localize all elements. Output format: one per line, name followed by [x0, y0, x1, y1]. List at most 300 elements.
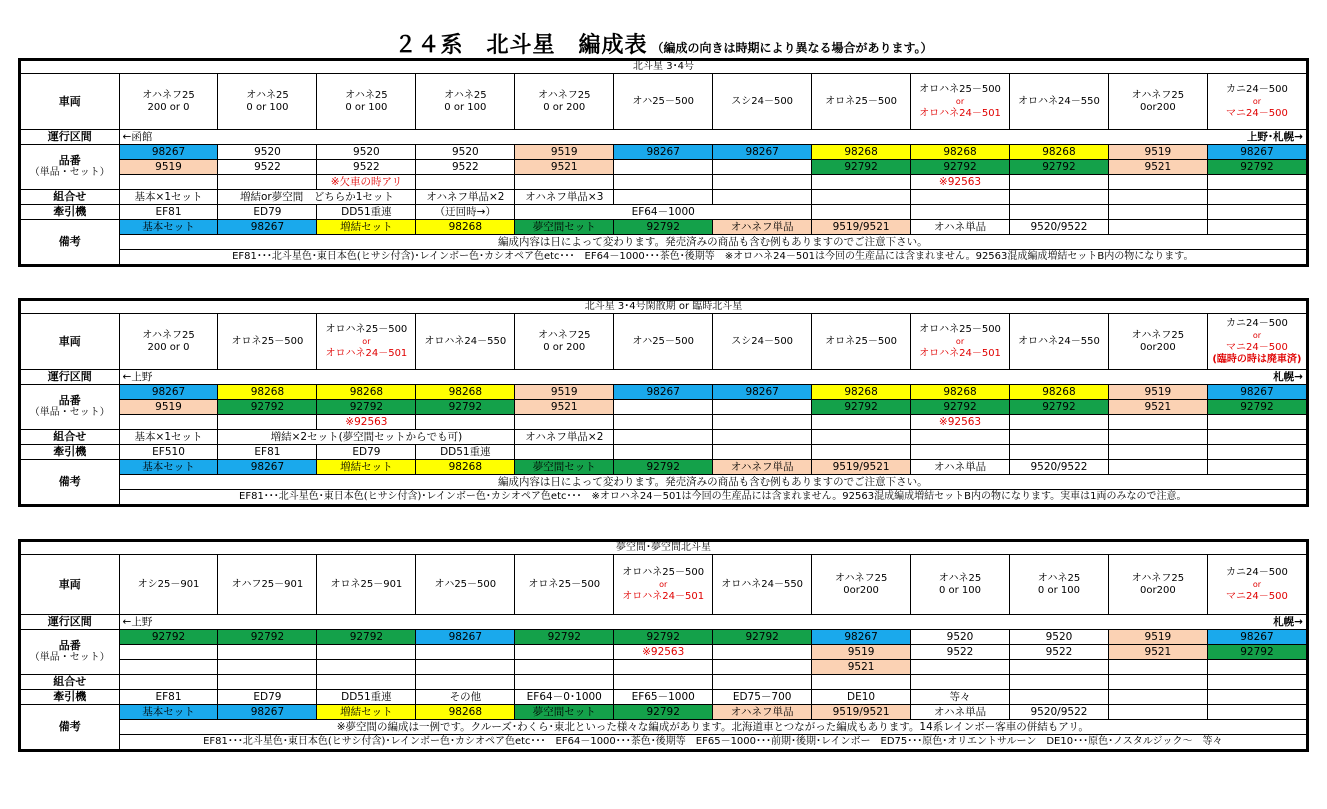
vehicle-line: 0 or 100 [938, 584, 982, 596]
legend-cell: 9519/9521 [812, 705, 911, 720]
legend-cell: オハネ単品 [911, 705, 1010, 720]
vehicle-line: オハネ25 [246, 89, 289, 101]
product-number-cell: 98267 [614, 385, 713, 400]
product-number-cell [614, 400, 713, 415]
product-number-cell: 9520 [218, 145, 317, 160]
product-number-cell: 9519 [119, 160, 218, 175]
formation-grid [20, 541, 1307, 750]
vehicle-line: or [1252, 330, 1262, 340]
empty-cell [1009, 690, 1108, 705]
note-cell [515, 660, 614, 675]
note-cell [416, 415, 515, 430]
product-number-cell: 92792 [1009, 400, 1108, 415]
vehicle-line: オハネフ25 [142, 329, 195, 341]
route-cell [119, 615, 1306, 630]
route-start: ←函館 [122, 131, 153, 143]
legend-cell: オハネフ単品 [713, 705, 812, 720]
product-number-cell [515, 645, 614, 660]
note-cell [1009, 415, 1108, 430]
legend-cell: オハネ単品 [911, 460, 1010, 475]
vehicle-cell [614, 555, 713, 615]
combo-cell: オハネフ単品×3 [515, 190, 614, 205]
note-cell [1207, 415, 1306, 430]
row-label-hinban [21, 630, 120, 675]
empty-cell [911, 675, 1010, 690]
vehicle-cell [1207, 555, 1306, 615]
title-subtitle: （編成の向きは時期により異なる場合があります。） [651, 41, 933, 55]
route-cell [119, 130, 1306, 145]
empty-cell [1108, 430, 1207, 445]
locomotive-cell: DD51重連 [317, 690, 416, 705]
vehicle-cell [218, 314, 317, 370]
vehicle-line: オハネ25 [345, 89, 388, 101]
legend-cell: 基本セット [119, 220, 218, 235]
product-number-cell [416, 645, 515, 660]
vehicle-line: スシ24－500 [731, 95, 794, 107]
vehicle-cell [614, 74, 713, 130]
legend-cell: 増結セット [317, 460, 416, 475]
vehicle-cell [1009, 74, 1108, 130]
page-title [0, 28, 1327, 59]
empty-cell [1207, 460, 1306, 475]
row-label-section: 運行区間 [21, 130, 120, 145]
note-cell [713, 175, 812, 190]
row-label-hinban [21, 145, 120, 190]
locomotive-cell: EF64－0･1000 [515, 690, 614, 705]
legend-cell: 9520/9522 [1009, 705, 1108, 720]
vehicle-line: 0or200 [1140, 101, 1176, 113]
locomotive-cell: （迂回時→） [416, 205, 515, 220]
note-cell [416, 660, 515, 675]
row-label-remarks: 備考 [21, 460, 120, 505]
empty-cell [515, 675, 614, 690]
row-label-section: 運行区間 [21, 615, 120, 630]
note-cell [416, 175, 515, 190]
hinban-sublabel: （単品・セット） [29, 407, 110, 418]
empty-cell [1207, 220, 1306, 235]
empty-cell [1207, 205, 1306, 220]
empty-cell [812, 205, 911, 220]
legend-cell: 98267 [218, 460, 317, 475]
product-number-cell: 98268 [416, 385, 515, 400]
empty-cell [515, 445, 614, 460]
product-number-cell: 98267 [1207, 385, 1306, 400]
vehicle-line: オハネフ25 [1131, 89, 1185, 101]
legend-cell: 98268 [416, 460, 515, 475]
product-number-cell: 9519 [1108, 145, 1207, 160]
product-number-cell: 98267 [713, 145, 812, 160]
vehicle-line: オロハネ25－500 [919, 323, 1001, 335]
vehicle-line: オハネフ25 [538, 329, 591, 341]
product-number-cell: 9519 [1108, 630, 1207, 645]
vehicle-line: オロハネ24－550 [721, 578, 804, 590]
product-number-cell: 9520 [911, 630, 1010, 645]
product-number-cell: 92792 [812, 160, 911, 175]
product-number-cell: 98268 [812, 385, 911, 400]
formation-grid [20, 60, 1307, 265]
row-label-loco: 牽引機 [21, 205, 120, 220]
vehicle-line: オハ25－500 [434, 578, 497, 590]
legend-cell: 夢空間セット [515, 460, 614, 475]
note-cell [218, 175, 317, 190]
product-number-cell: 92792 [911, 400, 1010, 415]
legend-cell: 夢空間セット [515, 705, 614, 720]
product-number-cell: 92792 [1207, 160, 1306, 175]
vehicle-line: オハネフ25 [538, 89, 591, 101]
locomotive-cell: EF65－1000 [614, 690, 713, 705]
remark-line-1: 編成内容は日によって変わります。発売済みの商品も含む例もありますのでご注意下さい。 [119, 235, 1306, 250]
note-cell [911, 660, 1010, 675]
locomotive-cell: 等々 [911, 690, 1010, 705]
product-number-cell: 92792 [812, 400, 911, 415]
combo-cell: 基本×1セット [119, 430, 218, 445]
note-cell [1108, 415, 1207, 430]
vehicle-line: or [955, 336, 965, 346]
vehicle-cell [416, 555, 515, 615]
empty-cell [812, 675, 911, 690]
empty-cell [1009, 205, 1108, 220]
product-number-cell: 92792 [1207, 400, 1306, 415]
empty-cell [713, 445, 812, 460]
vehicle-cell [911, 555, 1010, 615]
empty-cell [1009, 445, 1108, 460]
vehicle-cell [317, 314, 416, 370]
vehicle-line: オハネフ25 [834, 572, 888, 584]
locomotive-cell: EF81 [119, 205, 218, 220]
product-number-cell: 9521 [1108, 400, 1207, 415]
product-number-cell: 92792 [614, 630, 713, 645]
vehicle-line: マニ24－500 [1226, 590, 1288, 602]
route-start: ←上野 [122, 371, 153, 383]
vehicle-line: オハ25－500 [632, 335, 695, 347]
vehicle-line: オロハネ24－550 [1018, 95, 1100, 107]
row-label-section: 運行区間 [21, 370, 120, 385]
empty-cell [317, 675, 416, 690]
vehicle-line: or [362, 336, 371, 346]
vehicle-line: オロハネ25－500 [622, 566, 705, 578]
product-number-cell: 98268 [218, 385, 317, 400]
product-number-cell: 98267 [713, 385, 812, 400]
locomotive-cell: EF64－1000 [515, 205, 812, 220]
product-number-cell [713, 645, 812, 660]
note-cell: ※92563 [911, 175, 1010, 190]
note-cell: 9521 [812, 660, 911, 675]
empty-cell [614, 675, 713, 690]
vehicle-line: オロハネ24－550 [424, 335, 507, 347]
vehicle-cell [812, 74, 911, 130]
product-number-cell: 9520 [317, 145, 416, 160]
legend-cell: 9520/9522 [1009, 220, 1108, 235]
locomotive-cell: EF510 [119, 445, 218, 460]
vehicle-line: スシ24－500 [731, 335, 794, 347]
vehicle-cell [1108, 314, 1207, 370]
hinban-label: 品番 [58, 394, 81, 407]
vehicle-line: オロハネ24－501 [919, 347, 1001, 359]
product-number-cell: 92792 [1207, 645, 1306, 660]
legend-cell: 基本セット [119, 460, 218, 475]
empty-cell [614, 445, 713, 460]
product-number-cell [119, 645, 218, 660]
legend-cell: 98268 [416, 705, 515, 720]
note-cell [119, 660, 218, 675]
locomotive-cell: ED75－700 [713, 690, 812, 705]
vehicle-cell [1108, 555, 1207, 615]
empty-cell [1108, 205, 1207, 220]
legend-cell: 増結セット [317, 705, 416, 720]
product-number-cell: 98267 [812, 630, 911, 645]
vehicle-cell [1108, 74, 1207, 130]
note-cell [218, 660, 317, 675]
product-number-cell: 98267 [119, 385, 218, 400]
row-label-vehicle: 車両 [21, 74, 120, 130]
vehicle-line: オロネ25－500 [825, 95, 897, 107]
vehicle-line: オハネフ25 [1131, 572, 1185, 584]
vehicle-line: 0 or 100 [1037, 584, 1080, 596]
product-number-cell: 9522 [218, 160, 317, 175]
product-number-cell: 98267 [1207, 630, 1306, 645]
vehicle-line: オロハネ24－501 [622, 590, 705, 602]
vehicle-line: オロハネ24－501 [919, 107, 1001, 119]
hinban-sublabel: （単品・セット） [29, 652, 110, 663]
vehicle-cell [812, 314, 911, 370]
vehicle-line: オロネ25－500 [231, 335, 304, 347]
empty-cell [1207, 675, 1306, 690]
locomotive-cell: DE10 [812, 690, 911, 705]
product-number-cell [713, 160, 812, 175]
empty-cell [911, 430, 1010, 445]
note-cell [1207, 660, 1306, 675]
route-direction [120, 616, 1306, 628]
note-cell: ※欠車の時アリ [317, 175, 416, 190]
remark-line-1: ※夢空間の編成は一例です。クルーズ･わくら･東北といった様々な編成があります。北海道車とつながった編成もあります。14系レインボー客車の併結もアリ。 [119, 720, 1306, 735]
route-start: ←上野 [122, 616, 153, 628]
product-number-cell: 9519 [812, 645, 911, 660]
legend-cell: 基本セット [119, 705, 218, 720]
vehicle-cell [515, 555, 614, 615]
vehicle-cell [1009, 314, 1108, 370]
row-label-vehicle: 車両 [21, 314, 120, 370]
product-number-cell [614, 160, 713, 175]
product-number-cell: 9521 [515, 400, 614, 415]
legend-cell: オハネフ単品 [713, 220, 812, 235]
note-cell: ※92563 [911, 415, 1010, 430]
formation-grid [20, 300, 1307, 505]
formation-table-hokutosei-3-4 [18, 58, 1309, 267]
product-number-cell: 9519 [515, 145, 614, 160]
formation-table-hokutosei-offpeak [18, 298, 1309, 507]
combo-cell: 増結×2セット(夢空間セットからでも可) [218, 430, 515, 445]
product-number-cell: 98268 [1009, 385, 1108, 400]
empty-cell [713, 675, 812, 690]
formation-table-yumekukan [18, 539, 1309, 752]
empty-cell [1207, 445, 1306, 460]
combo-cell: オハネフ単品×2 [515, 430, 614, 445]
row-label-combo: 組合せ [21, 675, 120, 690]
product-number-cell: 9520 [416, 145, 515, 160]
locomotive-cell: ED79 [317, 445, 416, 460]
vehicle-line: オハネ25 [1037, 572, 1081, 584]
note-cell [218, 415, 317, 430]
empty-cell [1009, 430, 1108, 445]
vehicle-cell [1207, 74, 1306, 130]
vehicle-cell [515, 314, 614, 370]
empty-cell [812, 430, 911, 445]
note-cell [614, 415, 713, 430]
product-number-cell: 9522 [911, 645, 1010, 660]
legend-cell: 9519/9521 [812, 460, 911, 475]
vehicle-cell [119, 555, 218, 615]
product-number-cell: 92792 [218, 630, 317, 645]
vehicle-cell [515, 74, 614, 130]
combo-cell: オハネフ単品×2 [416, 190, 515, 205]
empty-cell [1108, 220, 1207, 235]
remark-line-2: EF81･･･北斗星色･東日本色(ヒサシ付含)･レインボー色･カシオペア色etc･･･ ※オロハネ24－501は今回の生産品には含まれません。92563混成編成増結セットB内の物になります。実車は1両のみなので注意。 [119, 490, 1306, 505]
vehicle-line: オシ25－901 [137, 578, 200, 590]
vehicle-cell [614, 314, 713, 370]
empty-cell [713, 430, 812, 445]
vehicle-line: 0 or 100 [246, 101, 289, 113]
vehicle-line: カニ24－500 [1226, 566, 1288, 578]
remark-line-1: 編成内容は日によって変わります。発売済みの商品も含む例もありますのでご注意下さい。 [119, 475, 1306, 490]
vehicle-cell [1009, 555, 1108, 615]
vehicle-cell [416, 74, 515, 130]
vehicle-line: オロハネ24－501 [325, 347, 408, 359]
legend-cell: 92792 [614, 705, 713, 720]
product-number-cell: 98267 [614, 145, 713, 160]
vehicle-line: 200 or 0 [147, 341, 190, 353]
empty-cell [1207, 705, 1306, 720]
vehicle-line: 200 or 0 [147, 101, 190, 113]
note-cell [713, 660, 812, 675]
row-label-loco: 牽引機 [21, 690, 120, 705]
note-cell [515, 415, 614, 430]
vehicle-line: カニ24－500 [1226, 317, 1288, 329]
product-number-cell: 92792 [317, 400, 416, 415]
vehicle-cell [713, 74, 812, 130]
vehicle-cell [317, 555, 416, 615]
row-label-combo: 組合せ [21, 430, 120, 445]
locomotive-cell: ED79 [218, 205, 317, 220]
vehicle-cell [713, 314, 812, 370]
note-cell [614, 660, 713, 675]
product-number-cell: 9522 [1009, 645, 1108, 660]
vehicle-line: 0 or 100 [444, 101, 487, 113]
remark-line-2: EF81･･･北斗星色･東日本色(ヒサシ付含)･レインボー色･カシオペア色etc･･･ EF64－1000･･･茶色･後期等 EF65－1000･･･前期･後期･レインボー ED75･･･原色･オリエントサルーン DE10･･･原色･ノスタルジック～ 等々 [119, 735, 1306, 750]
legend-cell: 92792 [614, 460, 713, 475]
vehicle-line: or [955, 96, 965, 106]
product-number-cell: 9522 [416, 160, 515, 175]
section-header: 北斗星 3･4号 [21, 61, 1307, 74]
vehicle-cell [911, 314, 1010, 370]
legend-cell: オハネ単品 [911, 220, 1010, 235]
vehicle-line: 0 or 200 [543, 341, 586, 353]
legend-cell: 98267 [218, 220, 317, 235]
locomotive-cell: その他 [416, 690, 515, 705]
combo-cell: 増結or夢空間 どちらか1セット [218, 190, 416, 205]
row-label-combo: 組合せ [21, 190, 120, 205]
route-end: 札幌→ [1273, 616, 1303, 628]
hinban-label: 品番 [58, 154, 81, 167]
product-number-cell: 98268 [911, 385, 1010, 400]
empty-cell [911, 190, 1010, 205]
row-label-remarks: 備考 [21, 705, 120, 750]
empty-cell [119, 675, 218, 690]
vehicle-line: マニ24－500 [1226, 341, 1288, 353]
vehicle-cell [218, 74, 317, 130]
product-number-cell [317, 645, 416, 660]
row-label-vehicle: 車両 [21, 555, 120, 615]
product-number-cell: 98268 [1009, 145, 1108, 160]
note-cell [1009, 660, 1108, 675]
vehicle-line: オハフ25－901 [231, 578, 304, 590]
note-cell [119, 415, 218, 430]
legend-cell: 98268 [416, 220, 515, 235]
vehicle-cell [1207, 314, 1306, 370]
product-number-cell: 9520 [1009, 630, 1108, 645]
legend-cell: オハネフ単品 [713, 460, 812, 475]
note-cell [713, 415, 812, 430]
empty-cell [1207, 690, 1306, 705]
vehicle-cell [812, 555, 911, 615]
vehicle-line: オハネ25 [444, 89, 487, 101]
vehicle-cell [416, 314, 515, 370]
row-label-remarks: 備考 [21, 220, 120, 265]
legend-cell: 増結セット [317, 220, 416, 235]
note-cell [812, 175, 911, 190]
row-label-loco: 牽引機 [21, 445, 120, 460]
section-header: 北斗星 3･4号閑散期 or 臨時北斗星 [21, 301, 1307, 314]
vehicle-cell [218, 555, 317, 615]
product-number-cell: 9519 [1108, 385, 1207, 400]
note-cell [119, 175, 218, 190]
product-number-cell: 92792 [119, 630, 218, 645]
empty-cell [1009, 675, 1108, 690]
product-number-cell [713, 400, 812, 415]
product-number-cell: 98268 [911, 145, 1010, 160]
note-cell [614, 175, 713, 190]
empty-cell [1108, 675, 1207, 690]
route-end: 上野･札幌→ [1246, 131, 1303, 143]
route-end: 札幌→ [1273, 371, 1303, 383]
product-number-cell: ※92563 [614, 645, 713, 660]
vehicle-line: オロハネ24－550 [1018, 335, 1100, 347]
product-number-cell: 92792 [218, 400, 317, 415]
note-cell [1207, 175, 1306, 190]
empty-cell [614, 430, 713, 445]
vehicle-line: 0 or 200 [543, 101, 586, 113]
product-number-cell: 92792 [713, 630, 812, 645]
route-direction [120, 371, 1306, 383]
vehicle-line: オハネ25 [938, 572, 982, 584]
locomotive-cell: ED79 [218, 690, 317, 705]
vehicle-line: (臨時の時は廃車済) [1212, 353, 1302, 365]
locomotive-cell: DD51重連 [317, 205, 416, 220]
vehicle-line: 0 or 100 [345, 101, 388, 113]
vehicle-line: or [1252, 579, 1262, 589]
vehicle-line: マニ24－500 [1226, 107, 1288, 119]
product-number-cell: 98268 [812, 145, 911, 160]
product-number-cell: 92792 [911, 160, 1010, 175]
vehicle-line: 0or200 [1140, 341, 1176, 353]
vehicle-cell [317, 74, 416, 130]
vehicle-cell [713, 555, 812, 615]
legend-cell: 98267 [218, 705, 317, 720]
empty-cell [713, 190, 812, 205]
empty-cell [416, 675, 515, 690]
vehicle-line: オロハネ25－500 [325, 323, 408, 335]
product-number-cell: 98267 [416, 630, 515, 645]
vehicle-line: オハネフ25 [1131, 329, 1185, 341]
